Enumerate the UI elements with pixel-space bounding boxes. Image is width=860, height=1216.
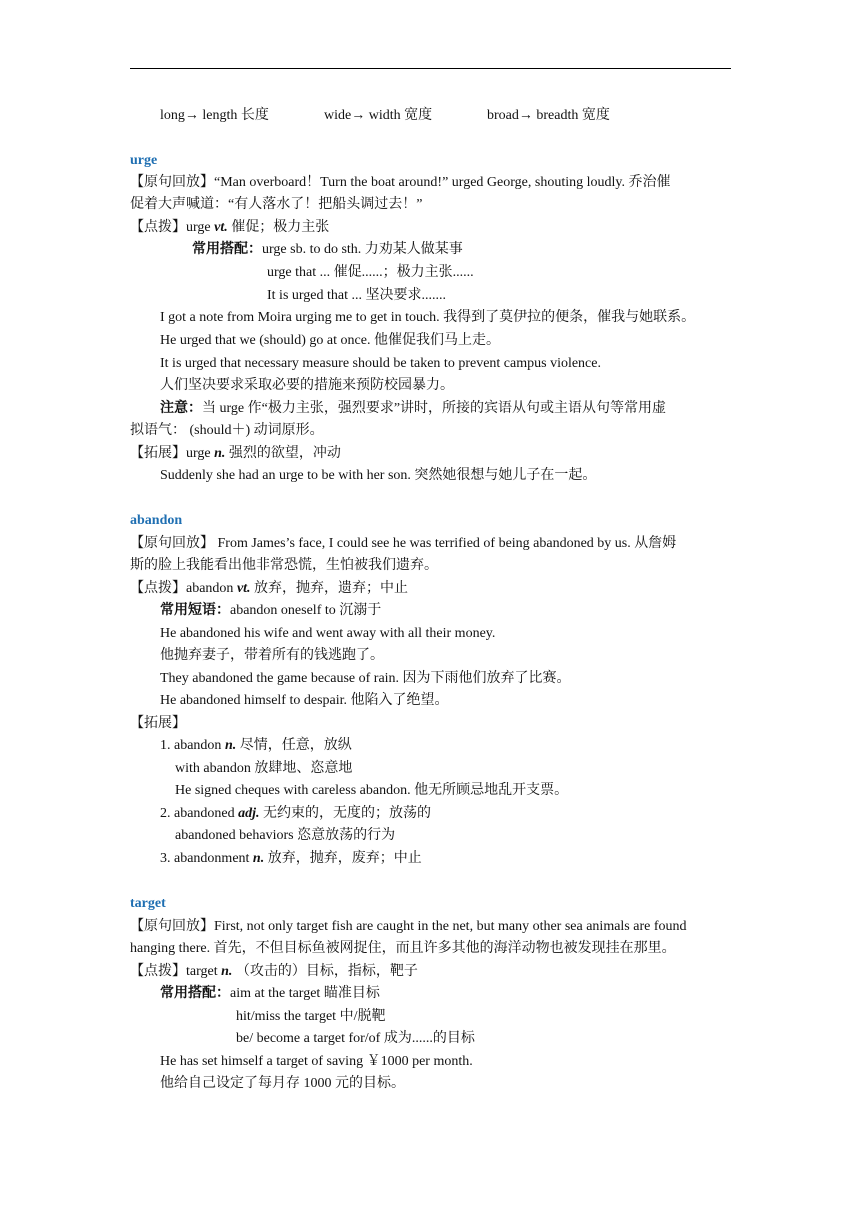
abandon-extension-tag: 【拓展】 bbox=[130, 716, 186, 731]
urge-note: 注意：当 urge 作“极力主张，强烈要求”讲时，所接的宾语从句或主语从句等常用虚 bbox=[160, 401, 667, 416]
abandon-original-sentence-cont: 斯的脸上我能看出他非常恐慌，生怕被我们遗弃。 bbox=[130, 558, 438, 573]
word-form-long: long→ length 长度 bbox=[160, 108, 269, 123]
word-form-broad: broad→ breadth 宽度 bbox=[487, 108, 610, 123]
abandon-extension-1-example: He signed cheques with careless abandon. 他无所顾忌地乱开支票。 bbox=[175, 783, 569, 798]
abandon-extension-1-phrase: with abandon 放肆地、恣意地 bbox=[175, 761, 353, 776]
abandon-extension-2: 2. abandoned adj. 无约束的，无度的；放荡的 bbox=[160, 806, 432, 821]
target-collocation-2: hit/miss the target 中/脱靶 bbox=[236, 1009, 386, 1024]
extension-tag: 【拓展】 bbox=[130, 446, 186, 461]
urge-example-3: It is urged that necessary measure should be taken to prevent campus violence. bbox=[160, 356, 601, 371]
abandon-example-3: He abandoned himself to despair. 他陷入了绝望。 bbox=[160, 693, 449, 708]
collocation-label: 常用搭配： bbox=[192, 242, 262, 257]
abandon-example-1-translation: 他抛弃妻子，带着所有的钱逃跑了。 bbox=[160, 648, 384, 663]
word-form-wide: wide→ width 宽度 bbox=[324, 108, 433, 123]
target-original-sentence-cont: hanging there. 首先，不但目标鱼被网捉住，而且许多其他的海洋动物也被发现挂在那里。 bbox=[130, 941, 676, 956]
phrase-label: 常用短语： bbox=[160, 603, 230, 618]
heading-abandon: abandon bbox=[130, 513, 183, 528]
urge-tip: 【点拨】urge vt. 催促；极力主张 bbox=[130, 220, 330, 235]
heading-target: target bbox=[130, 896, 166, 911]
urge-collocation-2: urge that ... 催促......；极力主张...... bbox=[267, 265, 474, 280]
header-rule bbox=[130, 68, 731, 69]
tip-tag: 【点拨】 bbox=[130, 581, 186, 596]
abandon-tip: 【点拨】abandon vt. 放弃，抛弃，遗弃；中止 bbox=[130, 581, 409, 596]
target-collocation-1: 常用搭配：aim at the target 瞄准目标 bbox=[160, 986, 380, 1001]
collocation-label: 常用搭配： bbox=[160, 986, 230, 1001]
note-label: 注意： bbox=[160, 401, 202, 416]
abandon-example-2: They abandoned the game because of rain. 因为下雨他们放弃了比赛。 bbox=[160, 671, 571, 686]
target-tip: 【点拨】target n. （攻击的）目标，指标，靶子 bbox=[130, 964, 418, 979]
tip-tag: 【点拨】 bbox=[130, 964, 186, 979]
urge-collocation-3: It is urged that ... 坚决要求....... bbox=[267, 288, 447, 303]
target-example-1: He has set himself a target of saving ￥1000 per month. bbox=[160, 1054, 473, 1069]
target-original-sentence: 【原句回放】First, not only target fish are caught in the net, but many other sea animals are found bbox=[130, 919, 687, 934]
target-example-1-translation: 他给自己设定了每月存 1000 元的目标。 bbox=[160, 1076, 405, 1091]
urge-example-3-translation: 人们坚决要求采取必要的措施来预防校园暴力。 bbox=[160, 378, 454, 393]
abandon-example-1: He abandoned his wife and went away with all their money. bbox=[160, 626, 496, 641]
urge-example-2: He urged that we (should) go at once. 他催促我们马上走。 bbox=[160, 333, 500, 348]
abandon-extension-3: 3. abandonment n. 放弃，抛弃，废弃；中止 bbox=[160, 851, 422, 866]
urge-example-1: I got a note from Moira urging me to get in touch. 我得到了莫伊拉的便条，催我与她联系。 bbox=[160, 310, 696, 325]
urge-collocation-1: 常用搭配：urge sb. to do sth. 力劝某人做某事 bbox=[192, 242, 463, 257]
urge-extension: 【拓展】urge n. 强烈的欲望，冲动 bbox=[130, 446, 341, 461]
tip-tag: 【点拨】 bbox=[130, 220, 186, 235]
urge-extension-example: Suddenly she had an urge to be with her son. 突然她很想与她儿子在一起。 bbox=[160, 468, 597, 483]
abandon-extension-2-phrase: abandoned behaviors 恣意放荡的行为 bbox=[175, 828, 396, 843]
original-tag: 【原句回放】 bbox=[130, 175, 214, 190]
original-tag: 【原句回放】 bbox=[130, 536, 214, 551]
abandon-original-sentence: 【原句回放】 From James’s face, I could see he was terrified of being abandoned by us. 从詹姆 bbox=[130, 536, 677, 551]
original-tag: 【原句回放】 bbox=[130, 919, 214, 934]
urge-original-sentence: 【原句回放】“Man overboard！Turn the boat around!” urged George, shouting loudly. 乔治催 bbox=[130, 175, 671, 190]
abandon-extension-1: 1. abandon n. 尽情，任意，放纵 bbox=[160, 738, 352, 753]
urge-note-cont: 拟语气： (should＋) 动词原形。 bbox=[130, 423, 324, 438]
abandon-phrase: 常用短语：abandon oneself to 沉溺于 bbox=[160, 603, 382, 618]
heading-urge: urge bbox=[130, 153, 158, 168]
urge-original-sentence-cont: 促着大声喊道：“有人落水了！把船头调过去！” bbox=[130, 197, 423, 212]
target-collocation-3: be/ become a target for/of 成为......的目标 bbox=[236, 1031, 475, 1046]
